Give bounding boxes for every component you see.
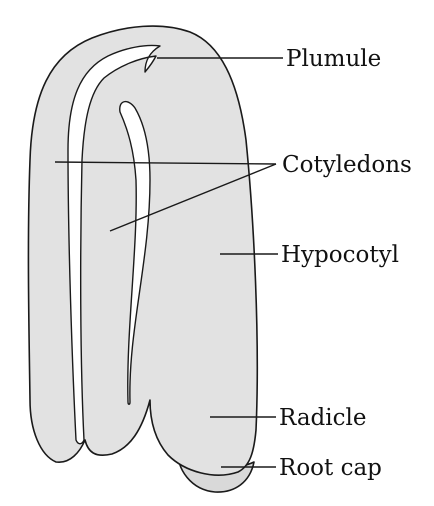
plumule-label: Plumule — [286, 46, 382, 72]
hypocotyl-label: Hypocotyl — [281, 242, 399, 268]
radicle-label: Radicle — [279, 405, 367, 431]
cotyledons-label: Cotyledons — [282, 152, 412, 178]
root-cap-label: Root cap — [279, 455, 382, 481]
